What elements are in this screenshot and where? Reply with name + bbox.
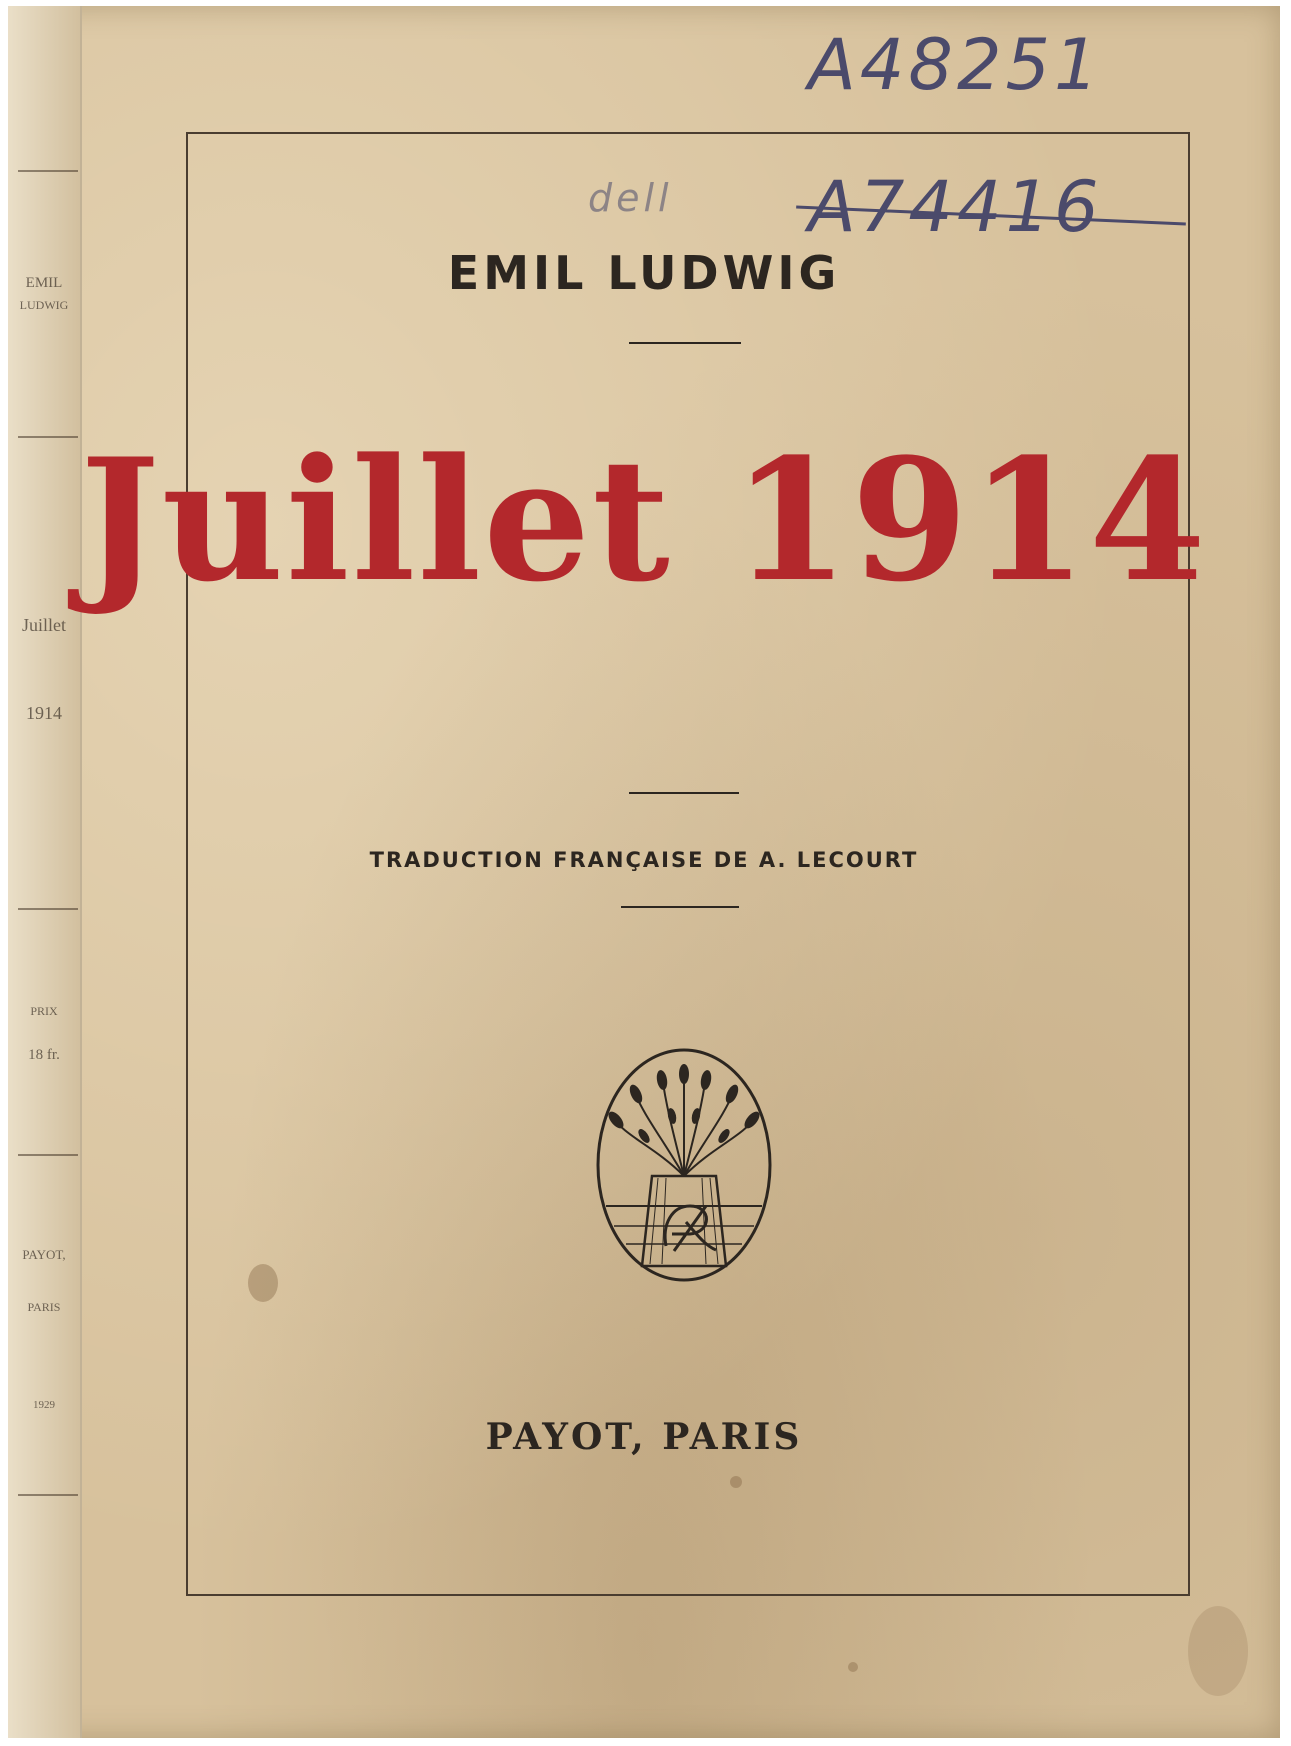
spine-rule [18,1154,78,1156]
spine-rule [18,908,78,910]
handwritten-shelfmark: A48251 [808,24,1103,106]
publisher-imprint: PAYOT, PARIS [485,1416,803,1458]
book-title: Juillet 1914 [80,421,1208,619]
spine-rule [18,1494,78,1496]
handwritten-initials: dell [588,176,673,220]
spine-price-line1: PRIX [30,1004,58,1018]
spine-price-line2: 18 fr. [28,1047,60,1063]
spine-author-line1: EMIL [25,275,63,291]
spine-rule [18,170,78,172]
spine-publisher-line2: PARIS [27,1300,61,1314]
book-cover [8,6,1280,1738]
wheat-sheaf-monogram-icon [594,1046,774,1284]
spine-publisher-line1: PAYOT, [22,1247,66,1262]
spine-author-line2: LUDWIG [19,298,69,312]
divider-rule [629,342,741,344]
spine-year: 1929 [33,1399,55,1411]
author-name: EMIL LUDWIG [447,246,841,300]
paper-stain [848,1662,858,1672]
divider-rule [621,906,739,908]
spine-title-line2: 1914 [26,703,62,723]
divider-rule [629,792,739,794]
spine-title-line1: Juillet [22,615,66,635]
paper-stain [1188,1606,1248,1696]
translation-credit: TRADUCTION FRANÇAISE DE A. LECOURT [369,848,919,872]
handwritten-shelfmark-crossed: A74416 [808,166,1103,248]
